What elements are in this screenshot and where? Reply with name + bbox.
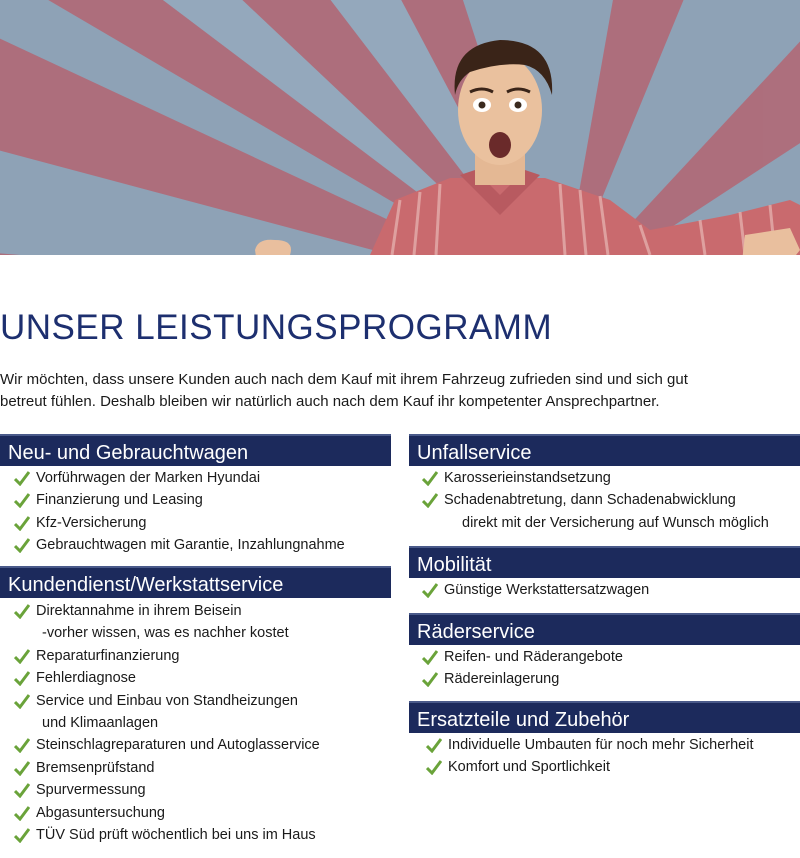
list-item (10, 734, 320, 756)
checkmark-icon (14, 827, 30, 843)
checkmark-icon (14, 603, 30, 619)
list-item-text: Karosserieinstandsetzung (444, 470, 611, 486)
checkmark-icon (422, 649, 438, 665)
list-kundendienst (10, 600, 320, 846)
list-item (10, 802, 320, 824)
list-item-text: Steinschlagreparaturen und Autoglasservice (36, 737, 320, 754)
list-item-text: Fehlerdiagnose (36, 670, 136, 687)
list-item-continuation (418, 512, 769, 534)
list-item (418, 668, 623, 690)
section-header-ersatzteile: Ersatzteile und Zubehör (409, 701, 800, 733)
list-item-text: Direktannahme in ihrem Beisein (36, 603, 242, 619)
checkmark-icon (14, 537, 30, 553)
list-item (418, 579, 649, 601)
checkmark-icon (14, 760, 30, 776)
list-item (10, 512, 345, 534)
list-item (10, 667, 320, 689)
list-item-continuation (10, 712, 320, 734)
list-item-text: -vorher wissen, was es nachher kostet (42, 625, 289, 642)
list-item-text: Vorführwagen der Marken Hyundai (36, 470, 261, 486)
list-item (10, 757, 320, 779)
checkmark-icon (14, 492, 30, 508)
list-item (10, 600, 320, 622)
list-item-text: Abgasuntersuchung (36, 804, 165, 821)
checkmark-icon (426, 759, 442, 775)
intro-line-2: betreut fühlen. Deshalb bleiben wir natürlich auch nach dem Kauf ihr kompetenter Ansprechpartner. (0, 393, 660, 410)
checkmark-icon (14, 805, 30, 821)
section-header-raederservice: Räderservice (409, 613, 800, 645)
list-mobilitaet (418, 579, 649, 601)
checkmark-icon (422, 671, 438, 687)
checkmark-icon (422, 470, 438, 486)
list-item (418, 489, 769, 511)
list-item-text: Schadenabtretung, dann Schadenabwicklung (444, 492, 736, 509)
checkmark-icon (14, 782, 30, 798)
list-item-text: Individuelle Umbauten für noch mehr Sicherheit (448, 737, 754, 753)
list-item-text: Günstige Werkstattersatzwagen (444, 582, 650, 598)
section-header-mobilitaet: Mobilität (409, 546, 800, 578)
list-neu-gebrauchtwagen (10, 467, 345, 557)
list-item-continuation (10, 622, 320, 644)
list-item (10, 824, 320, 846)
list-item-text: TÜV Süd prüft wöchentlich bei uns im Haus (36, 826, 316, 843)
list-item (10, 779, 320, 801)
checkmark-icon (14, 737, 30, 753)
list-item (422, 734, 753, 756)
list-item-text: Service und Einbau von Standheizungen (36, 692, 298, 709)
checkmark-icon (426, 737, 442, 753)
list-item-text: Gebrauchtwagen mit Garantie, Inzahlungnahme (36, 537, 345, 554)
list-item (10, 534, 345, 556)
checkmark-icon (14, 470, 30, 486)
list-item-text: Bremsenprüfstand (36, 759, 155, 776)
list-item-text: Finanzierung und Leasing (36, 492, 203, 509)
list-item-text: direkt mit der Versicherung auf Wunsch möglich (462, 514, 769, 531)
section-header-unfallservice: Unfallservice (409, 434, 800, 466)
page-title: UNSER LEISTUNGSPROGRAMM (0, 308, 553, 347)
checkmark-icon (422, 582, 438, 598)
list-item (422, 756, 753, 778)
section-header-kundendienst: Kundendienst/Werkstattservice (0, 566, 391, 598)
list-item-text: Rädereinlagerung (444, 671, 560, 688)
list-unfallservice (418, 467, 769, 534)
section-header-neu-gebrauchtwagen: Neu- und Gebrauchtwagen (0, 434, 391, 466)
checkmark-icon (422, 492, 438, 508)
list-item (10, 489, 345, 511)
intro-line-1: Wir möchten, dass unsere Kunden auch nach dem Kauf mit ihrem Fahrzeug zufrieden sind und sich gut (0, 371, 688, 388)
list-item-text: Reparaturfinanzierung (36, 647, 180, 664)
list-item-text: und Klimaanlagen (42, 714, 159, 731)
list-item-text: Kfz-Versicherung (36, 514, 147, 531)
list-item-text: Reifen- und Räderangebote (444, 649, 623, 665)
intro-text (0, 369, 790, 413)
checkmark-icon (14, 648, 30, 664)
list-item (10, 467, 345, 489)
list-item (418, 467, 769, 489)
checkmark-icon (14, 670, 30, 686)
list-item-text: Komfort und Sportlichkeit (448, 759, 610, 776)
list-raederservice (418, 646, 623, 691)
list-item-text: Spurvermessung (36, 782, 146, 799)
checkmark-icon (14, 515, 30, 531)
list-item (10, 645, 320, 667)
list-item (10, 690, 320, 712)
list-ersatzteile (422, 734, 753, 779)
checkmark-icon (14, 693, 30, 709)
list-item (418, 646, 623, 668)
